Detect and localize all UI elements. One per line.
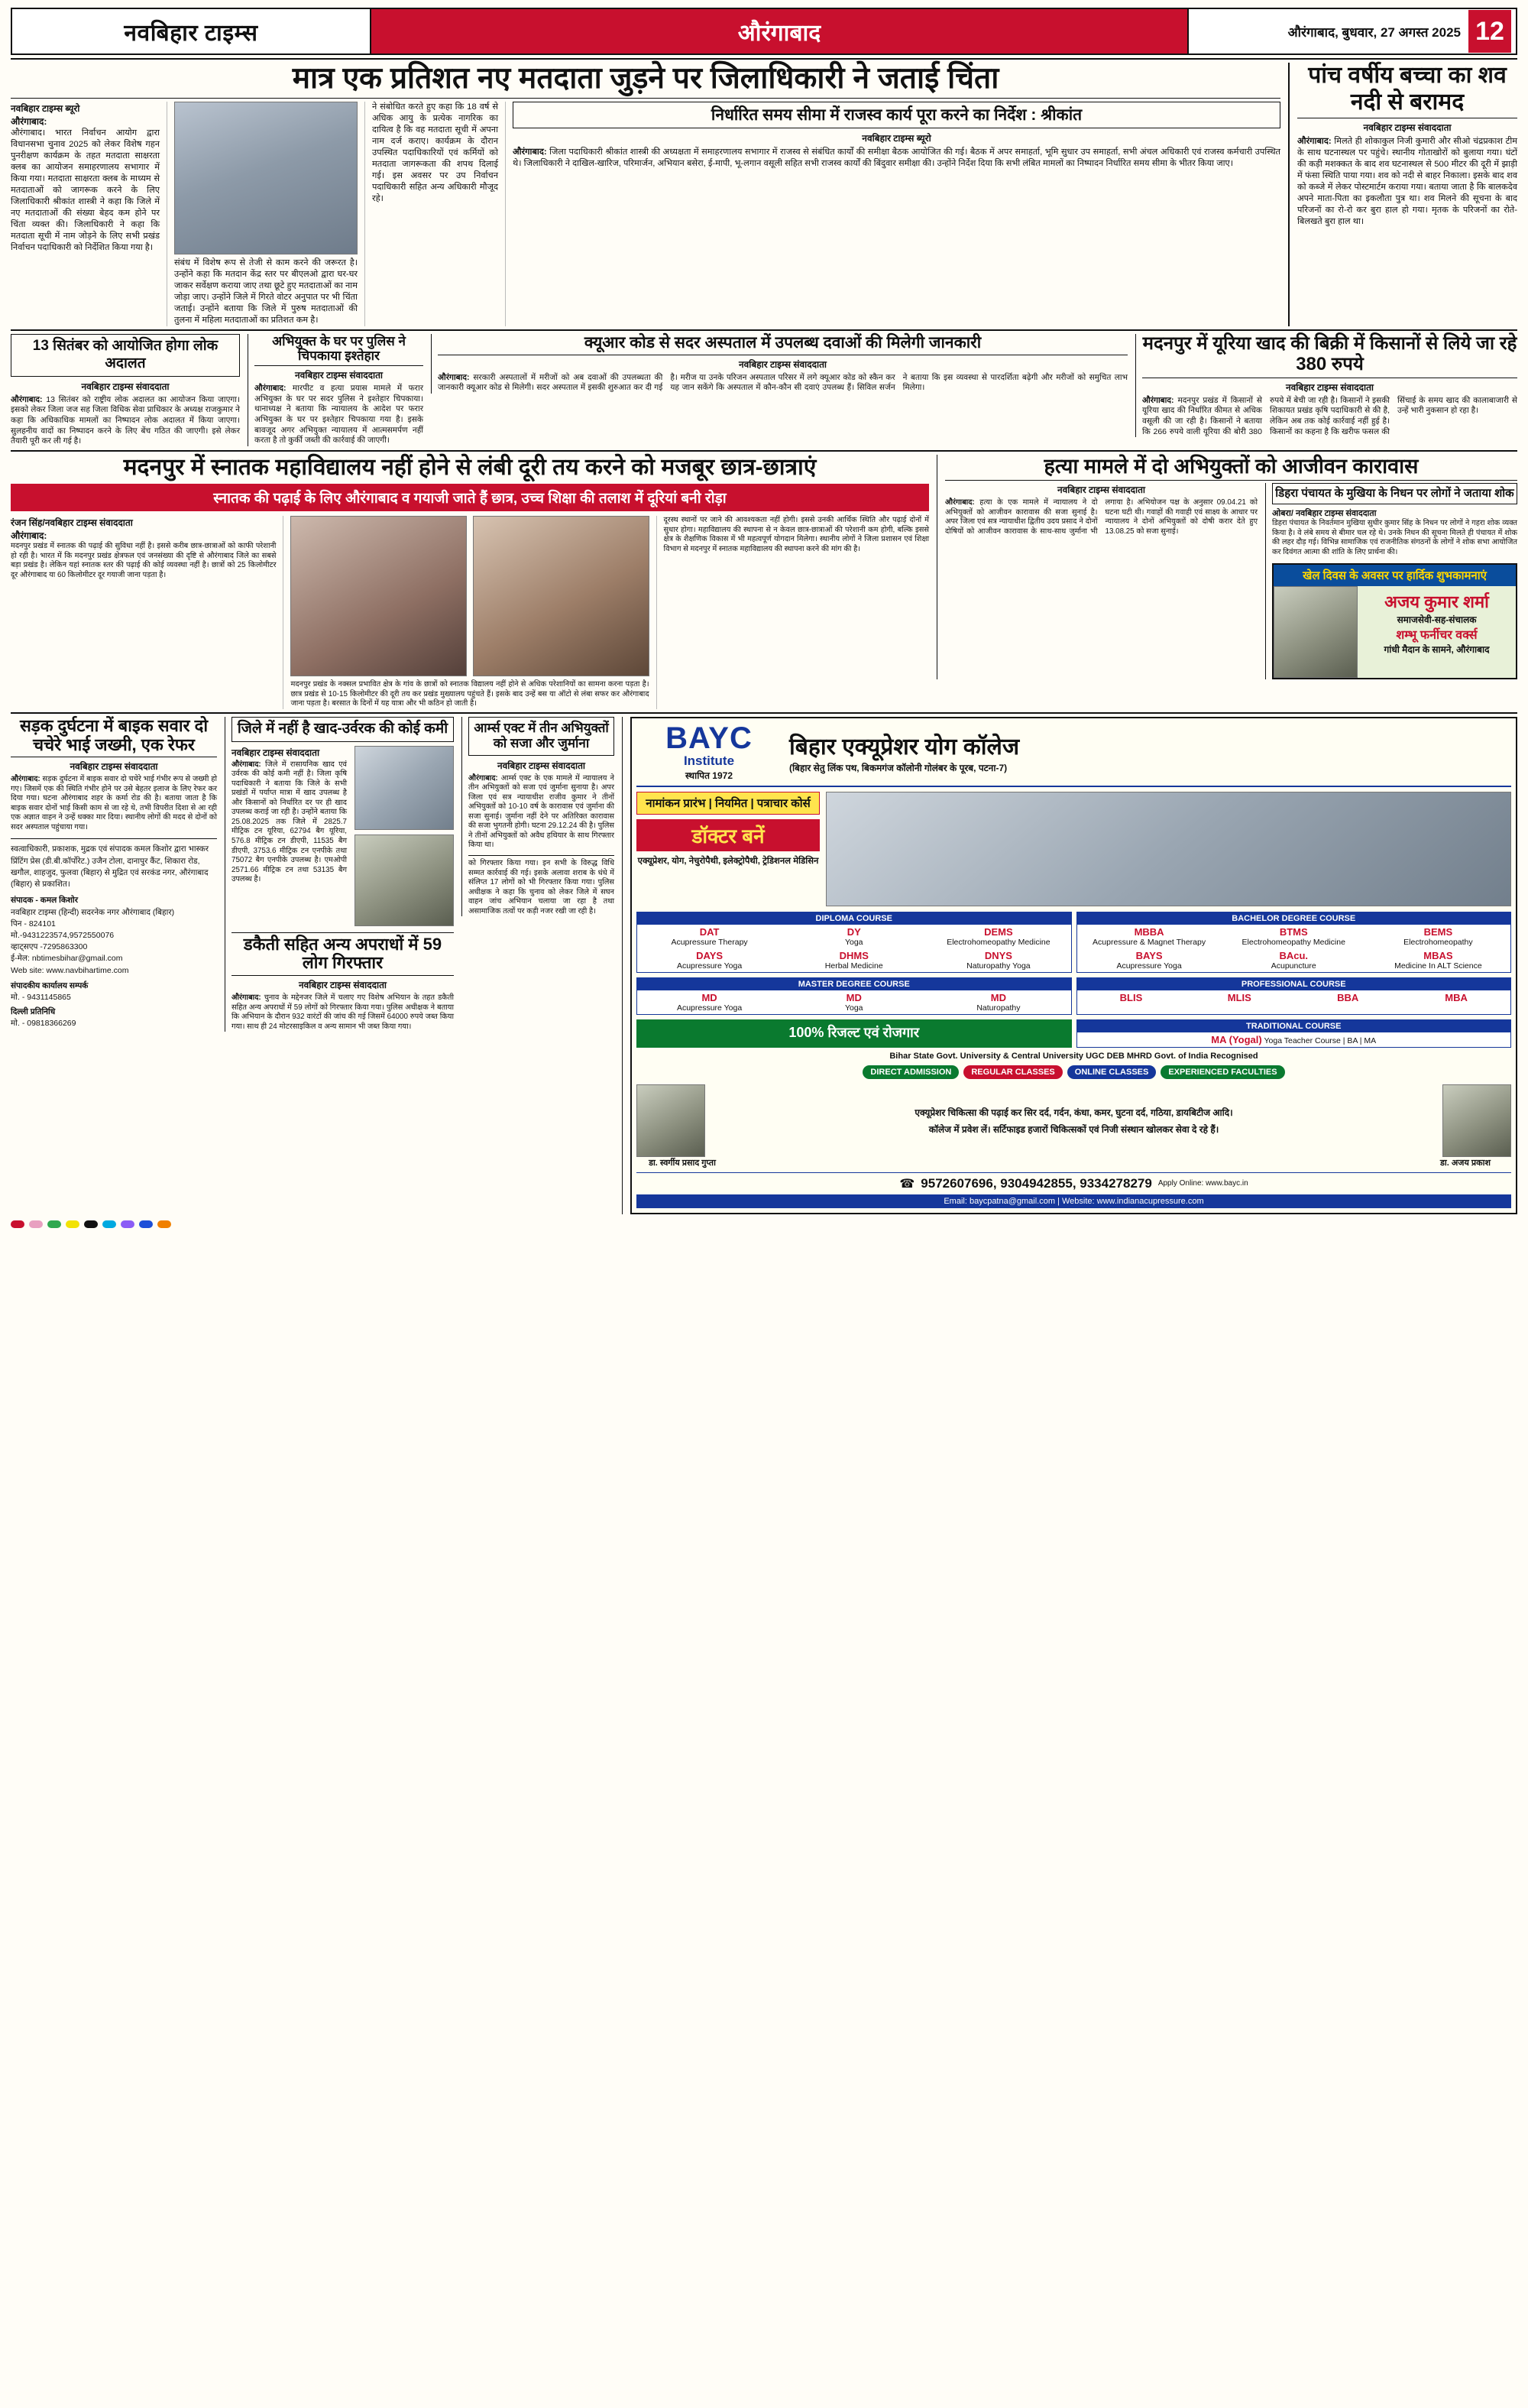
lok-adalat-byline: नवबिहार टाइम्स संवाददाता [81,381,170,392]
lead-body-3: ने संबोधित करते हुए कहा कि 18 वर्ष से अधिक आयु के प्रत्येक नागरिक का दायित्व है कि वह मतदाता सूची में अपना नाम दर्ज कराए। कार्यक्रम के दौरान उपस्थित पदाधिकारियों एवं कर्मियों को मतदाता जागरूकता की शपथ दिलाई गई। इस अवसर पर उप निर्वाचन पदाधिकारी सहित अन्य अधिकारी मौजूद रहे। [372,102,498,204]
urea-body: मदनपुर प्रखंड में किसानों से यूरिया खाद की निर्धारित कीमत से अधिक वसूली की जा रही है। किसानों ने बताया कि 266 रुपये वाली यूरिया की बोरी 380 रुपये में बेची जा रही है। किसानों ने इसकी शिकायत प्रखंड कृषि पदाधिकारी से की है, लेकिन अब तक कोई कार्रवाई नहीं हुई है। किसानों का कहना है कि खरीफ फसल की सिंचाई के समय खाद की कालाबाजारी से उन्हें भारी नुकसान हो रहा है। [1142,395,1517,436]
bayc-brand-sub: Institute [683,753,735,768]
professional-course-box [1076,977,1512,1015]
bachelor-code-3: BAYS [1135,949,1163,961]
dacoity-byline: नवबिहार टाइम्स संवाददाता [298,980,387,991]
sports-ad-address: गांधी मैदान के सामने, औरंगाबाद [1384,644,1490,656]
qr-body: सरकारी अस्पतालों में मरीजों को अब दवाओं की उपलब्धता की जानकारी क्यूआर कोड से मिलेगी। सदर अस्पताल में इसकी शुरुआत कर दी गई है। मरीज या उनके परिजन अस्पताल परिसर में लगे क्यूआर कोड को स्कैन कर यह जान सकेंगे कि अस्पताल में कौन-कौन सी दवाएं उपलब्ध हैं। सिविल सर्जन ने बताया कि इस व्यवस्था से पारदर्शिता बढ़ेगी और मरीजों को समुचित लाभ मिलेगा। [438,372,1128,393]
diploma-full-2: Electrohomeopathy Medicine [947,937,1050,947]
police-byline: नवबिहार टाइम्स संवाददाता [294,370,384,381]
dacoity-body-2: को गिरफ्तार किया गया। इन सभी के विरुद्ध विधि सम्मत कार्रवाई की गई। इसके अलावा शराब के धंधे में संलिप्त 17 लोगों को भी गिरफ्तार किया गया। पुलिस अधीक्षक ने कहा कि चुनाव को लेकर जिले में सघन वाहन जांच अभियान चलाया जा रहा है तथा असामाजिक तत्वों पर कड़ी नजर रखी जा रही है। [468,859,614,916]
accident-byline: नवबिहार टाइम्स संवाददाता [70,761,158,773]
accident-article [11,717,217,1030]
student-girl-photo-2 [473,516,649,676]
sports-ad-banner: खेल दिवस के अवसर पर हार्दिक शुभकामनाएं [1274,565,1516,586]
condolence-body: डिहरा पंचायत के निवर्तमान मुखिया सुधीर कुमार सिंह के निधन पर लोगों ने गहरा शोक व्यक्त किया है। वे लंबे समय से बीमार चल रहे थे। उनके निधन की सूचना मिलते ही पंचायत में शोक की लहर दौड़ गई। विभिन्न सामाजिक एवं राजनीतिक संगठनों के लोगों ने शोक सभा आयोजित कर दिवंगत आत्मा की शांति के लिए प्रार्थना की। [1272,519,1517,556]
college-body-1: मदनपुर प्रखंड में स्नातक की पढ़ाई की सुविधा नहीं है। इससे करीब छात्र-छात्राओं को काफी परेशानी हो रही है। भारत में कि मदनपुर प्रखंड क्षेत्रफल एवं जनसंख्या की दृष्टि से औरंगाबाद जिले का सबसे बड़ा प्रखंड है। लेकिन यहां स्नातक स्तर की पढ़ाई की कोई व्यवस्था नहीं है। छात्रों को 25 किलोमीटर दूर औरंगाबाद या 60 किलोमीटर दूर गयाजी जाना पड़ता है। [11,542,277,579]
bayc-phones: 9572607696, 9304942855, 9334278279 [921,1175,1152,1191]
professional-code-2: BBA [1337,991,1359,1003]
bachelor-code-5: MBAS [1423,949,1453,961]
revenue-box [505,102,1280,326]
lead-headline: मात्र एक प्रतिशत नए मतदाता जुड़ने पर जिलाधिकारी ने जताई चिंता [292,62,999,95]
bayc-advertisement [622,717,1517,1214]
imprint-line-3: पिन - 824101 [11,919,56,929]
master-course-box [636,977,1072,1015]
college-col-3 [656,516,929,709]
revenue-body: जिला पदाधिकारी श्रीकांत शास्त्री की अध्यक्षता में समाहरणालय सभागार में राजस्व से संबंधित कार्यों की समीक्षा बैठक आयोजित की गई। बैठक में अपर समाहर्ता, भूमि सुधार उप समाहर्ता, सभी अंचल अधिकारी एवं राजस्व कर्मचारी उपस्थित थे। जिलाधिकारी ने दाखिल-खारिज, परिमार्जन, अभियान बसेरा, ई-मापी, भू-लगान वसूली सहित सभी राजस्व कार्यों की बिंदुवार समीक्षा की। उन्होंने निर्देश दिया कि सभी लंबित मामलों का निष्पादन निर्धारित समय सीमा के भीतर किया जाए। [513,147,1281,169]
diploma-course-box [636,912,1072,973]
murder-body: हत्या के एक मामले में न्यायालय ने दो अभियुक्तों को आजीवन कारावास की सजा सुनाई है। अपर जिला एवं सत्र न्यायाधीश द्वितीय उदय प्रसाद ने दोनों दोषियों को आजीवन कारावास के साथ-साथ जुर्माना भी लगाया है। अभियोजन पक्ष के अनुसार 09.04.21 को घटना घटी थी। गवाहों की गवाही एवं साक्ष्य के आधार पर न्यायालय ने दोनों अभियुक्तों को दोषी करार देते हुए 13.08.25 को सजा सुनाई। [945,498,1258,536]
lead-byline: नवबिहार टाइम्स ब्यूरो [11,102,80,114]
bayc-address: (बिहार सेतु लिंक पथ, बिकमगंज कॉलोनी गोलंबर के पूरब, पटना-7) [789,763,1008,774]
bayc-doctor-name-1: डा. स्वर्गीय प्रसाद गुप्ता [649,1158,716,1168]
urea-headline: मदनपुर में यूरिया खाद की बिक्री में किसानों से लिये जा रहे 380 रुपये [1142,332,1517,374]
lead-body-1: औरंगाबाद। भारत निर्वाचन आयोग द्वारा विधानसभा चुनाव 2025 को लेकर विशेष गहन पुनरीक्षण कार्यक्रम के तहत मतदाता साक्षरता क्लब का आयोजन समाहरणालय सभागार में किया गया। मतदाता साक्षरता क्लब के माध्यम से मतदाताओं को जागरूक करने के लिए जिलाधिकारी श्रीकांत शास्त्री ने कहा कि जिले में नए मतदाताओं की संख्या बेहद कम होने पर चिंता व्यक्त की। जिलाधिकारी ने कहा कि मतदाता सूची में नाम जोड़ने के लिए सभी प्रखंड निर्वाचन पदाधिकारी को निर्देशित किया गया है। [11,128,160,253]
lead-col-3 [364,102,498,326]
diploma-full-4: Herbal Medicine [824,961,883,971]
sports-ad-org: शम्भू फर्नीचर वर्क्स [1396,629,1478,643]
traditional-code: MA (Yogal) [1211,1033,1262,1045]
right-lead-byline: नवबिहार टाइम्स संवाददाता [1363,122,1452,133]
qr-byline: नवबिहार टाइम्स संवाददाता [738,358,827,370]
professional-code-0: BLIS [1119,991,1143,1003]
bayc-chip-1[interactable]: REGULAR CLASSES [963,1065,1062,1079]
lok-adalat-article [11,334,240,447]
college-photo-col [283,516,649,709]
traditional-full: Yoga Teacher Course | BA | MA [1264,1035,1377,1045]
bayc-doctor-name-2: डा. अजय प्रकाश [1440,1158,1491,1168]
phone-icon: ☎ [899,1177,915,1191]
imprint-line-5: व्हाट्सएप -7295863300 [11,942,88,952]
college-dateline: औरंगाबाद: [11,530,47,542]
imprint-line-6: ई-मेल: nbtimesbihar@gmail.com [11,954,123,964]
urea-article [1135,334,1517,437]
bachelor-full-1: Electrohomeopathy Medicine [1242,937,1345,947]
color-dot-yellow [66,1220,79,1228]
bayc-doctor-banner: डॉक्टर बनें [636,819,820,851]
fertilizer-officer-photo [354,835,454,926]
diploma-code-2: DEMS [984,925,1013,938]
police-dateline: औरंगाबाद: [254,384,286,394]
police-headline: अभियुक्त के घर पर पुलिस ने चिपकाया इश्तेहार [272,333,406,364]
bayc-doctor-photo-2 [1442,1084,1511,1157]
revenue-headline: निर्धारित समय सीमा में राजस्व कार्य पूरा करने का निर्देश : श्रीकांत [513,102,1280,128]
student-girl-photo-1 [290,516,467,676]
fertilizer-byline: नवबिहार टाइम्स संवाददाता [231,747,320,758]
murder-and-ad-col [937,455,1517,679]
bayc-note-1: एक्यूप्रेशर चिकित्सा की पढ़ाई कर सिर दर्द, गर्दन, कंधा, कमर, घुटना दर्द, गठिया, डायबिटीज आदि। [915,1107,1233,1118]
color-dot-green [47,1220,61,1228]
bachelor-code-1: BTMS [1279,925,1308,938]
bachelor-header: BACHELOR DEGREE COURSE [1077,912,1511,925]
revenue-dateline: औरंगाबाद: [513,147,547,157]
traditional-header: TRADITIONAL COURSE [1077,1020,1511,1032]
fertilizer-headline: जिले में नहीं है खाद-उर्वरक की कोई कमी [231,717,454,742]
police-body: मारपीट व हत्या प्रयास मामले में फरार अभियुक्त के घर पर सदर पुलिस ने इश्तेहार चिपकाया। थानाध्यक्ष ने बताया कि न्यायालय के आदेश पर फरार अभियुक्त के घर पर इश्तेहार चिपकाया गया है। इसके बावजूद अगर अभियुक्त न्यायालय में आत्मसमर्पण नहीं करता है तो कुर्की जब्ती की कार्रवाई की जाएगी। [254,384,423,446]
diploma-header: DIPLOMA COURSE [637,912,1071,925]
bayc-estd: स्थापित 1972 [685,770,733,781]
college-byline: रंजन सिंह/नवबिहार टाइम्स संवाददाता [11,517,133,529]
imprint-line-4: मो.-9431223574,9572550076 [11,930,115,940]
diploma-code-5: DNYS [984,949,1012,961]
diploma-full-3: Acupressure Yoga [676,961,743,971]
fourth-row [11,717,1517,1214]
masthead-title: नवबिहार टाइम्स [12,9,371,53]
literacy-club-photo [174,102,358,254]
masthead-edition: औरंगाबाद [371,9,1187,53]
college-body-3: दूरस्थ स्थानों पर जाने की आवश्यकता नहीं होगी। इससे उनकी आर्थिक स्थिति और पढ़ाई दोनों में सुधार होगा। महाविद्यालय की स्थापना से न केवल छात्र-छात्राओं की परेशानी कम होगी, बल्कि इससे क्षेत्र के शैक्षणिक विकास में भी महत्वपूर्ण योगदान मिलेगा। स्थानीय लोगों ने जिला प्रशासन एवं शिक्षा विभाग से मदनपुर में स्नातक महाविद्यालय की स्थापना करने की मांग की है। [663,516,930,553]
arms-act-body: आर्म्स एक्ट के एक मामले में न्यायालय ने तीन अभियुक्तों को सजा एवं जुर्माना सुनाया है। अपर जिला एवं सत्र न्यायाधीश राजीव कुमार ने तीनों अभियुक्तों को 10-10 वर्ष के कारावास एवं जुर्माना की सजा सुनाई। जुर्माना नहीं देने पर अतिरिक्त कारावास की सजा भुगतनी होगी। घटना 29.12.24 की है। पुलिस ने तीनों अभियुक्तों को अवैध हथियार के साथ गिरफ्तार किया था। [468,773,614,850]
diploma-code-4: DHMS [839,949,869,961]
diploma-code-1: DY [847,925,861,938]
bayc-chip-3[interactable]: EXPERIENCED FACULTIES [1161,1065,1284,1079]
master-full-2: Naturopathy [976,1003,1021,1013]
bayc-chip-0[interactable]: DIRECT ADMISSION [863,1065,959,1079]
condolence-byline: ओबरा/ नवबिहार टाइम्स संवाददाता [1272,509,1377,519]
imprint-line-0: स्वत्वाधिकारी, प्रकाशक, मुद्रक एवं संपादक कमल किशोर द्वारा भास्कर प्रिंटिंग प्रेस (डी.बी.कॉर्पोरेट.) उजैन टोला, दानापुर कैंट, शिकारा रोड, खगौल, शाहजुद, फुलवा (बिहार) से मुद्रित एवं सरकंड नगर, औरंगाबाद (बिहार) से प्रकाशित। [11,844,209,890]
masthead [11,8,1517,55]
accident-headline: सड़क दुर्घटना में बाइक सवार दो चचेरे भाई जख्मी, एक रेफर [19,715,209,754]
imprint-line-1: संपादक - कमल किशोर [11,896,79,906]
right-lead-section [1288,63,1517,326]
diploma-full-1: Yoga [844,937,863,947]
bayc-campus-photo [826,792,1511,906]
imprint-line-8: संपादकीय कार्यालय सम्पर्क [11,980,89,990]
urea-byline: नवबिहार टाइम्स संवाददाता [1285,381,1374,393]
dacoity-body-1: चुनाव के मद्देनजर जिले में चलाए गए विशेष अभियान के तहत डकैती सहित अन्य अपराधों में 59 लोगों को गिरफ्तार किया गया। पुलिस अधीक्षक ने बताया कि अभियान के दौरान 932 वारंटों की जांच की गई जिसमें 64000 रुपये जब्त किया गया। साथ ही 24 मोटरसाइकिल व अन्य सामान भी जब्त किया गया। [231,993,454,1031]
professional-code-3: MBA [1445,991,1468,1003]
professional-code-1: MLIS [1227,991,1251,1003]
bayc-recognition: Bihar State Govt. University & Central University UGC DEB MHRD Govt. of India Recognised [889,1051,1258,1061]
fertilizer-godown-photo [354,746,454,830]
revenue-byline: नवबिहार टाइम्स ब्यूरो [862,133,931,144]
qr-headline: क्यूआर कोड से सदर अस्पताल में उपलब्ध दवाओं की मिलेगी जानकारी [584,333,982,352]
imprint-block [11,844,217,1029]
bayc-doctor-photo-1 [636,1084,705,1157]
bayc-email-bar[interactable]: Email: baycpatna@gmail.com | Website: www.indianacupressure.com [636,1194,1511,1208]
bachelor-full-5: Medicine In ALT Science [1394,961,1482,971]
color-dot-red [11,1220,24,1228]
right-lead-dateline: औरंगाबाद: [1297,137,1332,146]
master-full-1: Yoga [844,1003,863,1013]
color-dot-orange [157,1220,171,1228]
police-article [248,334,423,446]
bachelor-full-2: Electrohomeopathy [1403,937,1473,947]
murder-headline: हत्या मामले में दो अभियुक्तों को आजीवन कारावास [1044,454,1419,478]
diploma-code-3: DAYS [696,949,724,961]
accident-body: सड़क दुर्घटना में बाइक सवार दो चचेरे भाई गंभीर रूप से जख्मी हो गए। जिसमें एक की स्थिति गंभीर होने पर उसे बेहतर इलाज के लिए रेफर कर दिया गया। घटना औरंगाबाद शहर के कर्मा रोड की है। बताया जाता है कि बाइक सवार दोनों भाई किसी काम से जा रहे थे, तभी विपरीत दिशा से आ रही एक अज्ञात वाहन ने उन्हें धक्का मार दिया। स्थानीय लोगों की मदद से दोनों को सदर अस्पताल पहुंचाया गया। [11,775,217,831]
lead-col-1 [11,102,160,326]
color-dot-black [84,1220,98,1228]
third-row [11,455,1517,709]
bachelor-code-0: MBBA [1134,925,1164,938]
murder-dateline: औरंगाबाद: [945,498,975,507]
condolence-headline: डिहरा पंचायत के मुखिया के निधन पर लोगों ने जताया शोक [1272,483,1517,504]
condolence-article [1265,483,1517,679]
color-registration-bar [11,1220,1517,1228]
master-code-1: MD [846,991,862,1003]
imprint-line-11: मो. - 09818366269 [11,1019,76,1029]
arms-act-byline: नवबिहार टाइम्स संवाददाता [497,760,586,771]
murder-article [945,483,1258,536]
bachelor-full-0: Acupressure & Magnet Therapy [1093,937,1206,947]
college-body-2: मदनपुर प्रखंड के नक्सल प्रभावित क्षेत्र के गांव के छात्रों को स्नातक विद्यालय नहीं होने से अधिक परेशानियों का सामना करना पड़ता है। छात्र प्रखंड से 10-15 किलोमीटर की दूरी तय कर प्रखंड मुख्यालय पहुंचते हैं। इसके बाद उन्हें बस या ऑटो से लंबा सफर कर औरंगाबाद जाना पड़ता है। बरसात के दिनों में यह यात्रा और भी कठिन हो जाती है। [290,680,649,708]
college-article [11,455,929,709]
imprint-line-7: Web site: www.navbihartime.com [11,965,129,975]
bayc-admission-line: नामांकन प्रारंभ | नियमित | पत्राचार कोर्स [636,792,820,815]
bayc-result-line: 100% रिजल्ट एवं रोजगार [636,1019,1072,1048]
bachelor-code-4: BAcu. [1279,949,1309,961]
lok-adalat-headline: 13 सितंबर को आयोजित होगा लोक अदालत [11,334,240,377]
murder-byline: नवबिहार टाइम्स संवाददाता [1057,485,1146,496]
college-col-1 [11,516,276,709]
color-dot-cyan [102,1220,116,1228]
dacoity-headline: डकैती सहित अन्य अपराधों में 59 लोग गिरफ्तार [243,934,442,973]
qr-article [431,334,1128,394]
page-number: 12 [1468,10,1511,53]
college-subhead: स्नातक की पढ़ाई के लिए औरंगाबाद व गयाजी जाते हैं छात्र, उच्च शिक्षा की तलाश में दूरियां बनी रोड़ा [11,484,929,511]
right-lead-headline: पांच वर्षीय बच्चा का शव नदी से बरामद [1308,63,1507,115]
lok-adalat-body: 13 सितंबर को राष्ट्रीय लोक अदालत का आयोजन किया जाएगा। इसको लेकर जिला जज सह जिला विधिक सेवा प्राधिकार के अध्यक्ष राजकुमार ने कहा कि अधिकाधिक मामलों का निष्पादन लोक अदालत में किया जाएगा। सुलहनीय वादों का निष्पादन करने के लिए बेंच गठित की जाएगी। इसे लेकर तैयारी पूरी कर ली गई है। [11,394,240,446]
qr-dateline: औरंगाबाद: [438,372,470,382]
lead-section [11,63,1517,326]
dacoity-dateline: औरंगाबाद: [231,993,261,1003]
second-row [11,334,1517,447]
fertilizer-dateline: औरंगाबाद: [231,760,261,769]
arms-act-article [461,717,614,916]
imprint-line-9: मो. - 9431145865 [11,993,71,1003]
master-code-2: MD [990,991,1007,1003]
bayc-brand: BAYC [665,721,753,755]
sports-ad-designation: समाजसेवी-सह-संचालक [1397,614,1477,626]
bachelor-course-box [1076,912,1512,973]
college-headline: मदनपुर में स्नातक महाविद्यालय नहीं होने से लंबी दूरी तय करने को मजबूर छात्र-छात्राएं [123,454,817,480]
urea-dateline: औरंगाबाद: [1142,395,1174,405]
lok-adalat-dateline: औरंगाबाद: [11,394,43,404]
color-dot-violet [121,1220,134,1228]
masthead-dateline: औरंगाबाद, बुधवार, 27 अगस्त 2025 [1287,24,1461,40]
master-code-0: MD [701,991,717,1003]
sports-day-ad [1272,563,1517,679]
diploma-full-5: Naturopathy Yoga [966,961,1031,971]
imprint-line-10: दिल्ली प्रतिनिधि [11,1007,56,1017]
master-header: MASTER DEGREE COURSE [637,978,1071,990]
ajay-kumar-sharma-photo [1274,586,1358,678]
sports-ad-name: अजय कुमार शर्मा [1384,592,1489,612]
accident-dateline: औरंगाबाद: [11,775,40,784]
bayc-subjects: एक्यूप्रेशर, योग, नेचुरोपैथी, इलेक्ट्रोपैथी, ट्रेडिशनल मेडिसिन [637,856,819,866]
bachelor-full-3: Acupressure Yoga [1116,961,1182,971]
bachelor-code-2: BEMS [1423,925,1453,938]
imprint-line-2: नवबिहार टाइम्स (हिन्दी) सदरनेक नगर औरंगाबाद (बिहार) [11,907,175,917]
color-dot-blue [139,1220,153,1228]
right-lead-body: मिलते ही शोकाकुल निजी कुमारी और सीओ चंद्रप्रकाश टीम के साथ घटनास्थल पर पहुंचे। स्थानीय गोताखोरों को बुलाया गया। घंटों की कड़ी मशक्कत के बाद शव घटनास्थल से 500 मीटर की दूरी में झाड़ी में फंसा स्थिति पाया गया। शव को नदी से बाहर निकाला। इसके बाद शव को कब्जे में लेकर पोस्टमार्टम कराया गया। बताया जाता है कि बालकदेव अपने माता-पिता का इकलौता पुत्र था। शव मिलने की सूचना के बाद परिजनों का रो-रो कर बुरा हाल हो गया। मृतक के परिजनों का रोते-बिलखते बुरा हाल था। [1297,137,1517,227]
lead-dateline: औरंगाबाद: [11,115,47,127]
bayc-note-2: कॉलेज में प्रवेश लें। सर्टिफाइड हजारों चिकित्सकों एवं निजी संस्थान खोलकर सेवा दे रहे हैं। [928,1123,1219,1135]
lead-photo-col [167,102,358,326]
lead-body-2: संबंध में विशेष रूप से तेजी से काम करने की जरूरत है। उन्होंने कहा कि मतदान केंद्र स्तर पर बीएलओ द्वारा घर-घर जाकर सर्वेक्षण कराया जाए तथा छूटे हुए मतदाताओं का नाम जोड़ा जाए। उन्होंने जिले में गिरते वोटर अनुपात पर भी चिंता जताई। उन्होंने बताया कि जिले में पुरुष मतदाताओं की तुलना में महिला मतदाताओं का प्रतिशत कम है। [174,258,358,325]
bayc-apply[interactable]: Apply Online: www.bayc.in [1157,1179,1248,1188]
masthead-right [1187,9,1516,53]
color-dot-pink [29,1220,43,1228]
diploma-code-0: DAT [699,925,720,938]
professional-header: PROFESSIONAL COURSE [1077,978,1511,990]
arms-act-dateline: औरंगाबाद: [468,773,498,783]
fertilizer-body: जिले में रासायनिक खाद एवं उर्वरक की कोई कमी नहीं है। जिला कृषि पदाधिकारी ने बताया कि जिले के सभी प्रखंडों में पर्याप्त मात्रा में खाद उपलब्ध है और किसानों को निर्धारित दर पर ही खाद उपलब्ध कराई जा रही है। उन्होंने बताया कि 25.08.2025 तक जिले में 2825.7 मीट्रिक टन यूरिया, 62794 बैग यूरिया, 576.8 मीट्रिक टन डीएपी, 11535 बैग डीएपी, 3753.6 मीट्रिक टन एनपीके तथा 75072 बैग एनपीके उपलब्ध है। एमओपी 2571.66 मीट्रिक टन तथा 53135 बैग उपलब्ध है। [231,760,347,884]
master-full-0: Acupressure Yoga [676,1003,743,1013]
fertilizer-article [225,717,454,1032]
bayc-chip-2[interactable]: ONLINE CLASSES [1067,1065,1157,1079]
bachelor-full-4: Acupuncture [1271,961,1316,971]
arms-act-headline: आर्म्स एक्ट में तीन अभियुक्तों को सजा और जुर्माना [468,717,614,756]
diploma-full-0: Acupressure Therapy [671,937,748,947]
traditional-course-box [1076,1019,1512,1048]
bayc-title-hi: बिहार एक्यूप्रेशर योग कॉलेज [789,734,1020,760]
